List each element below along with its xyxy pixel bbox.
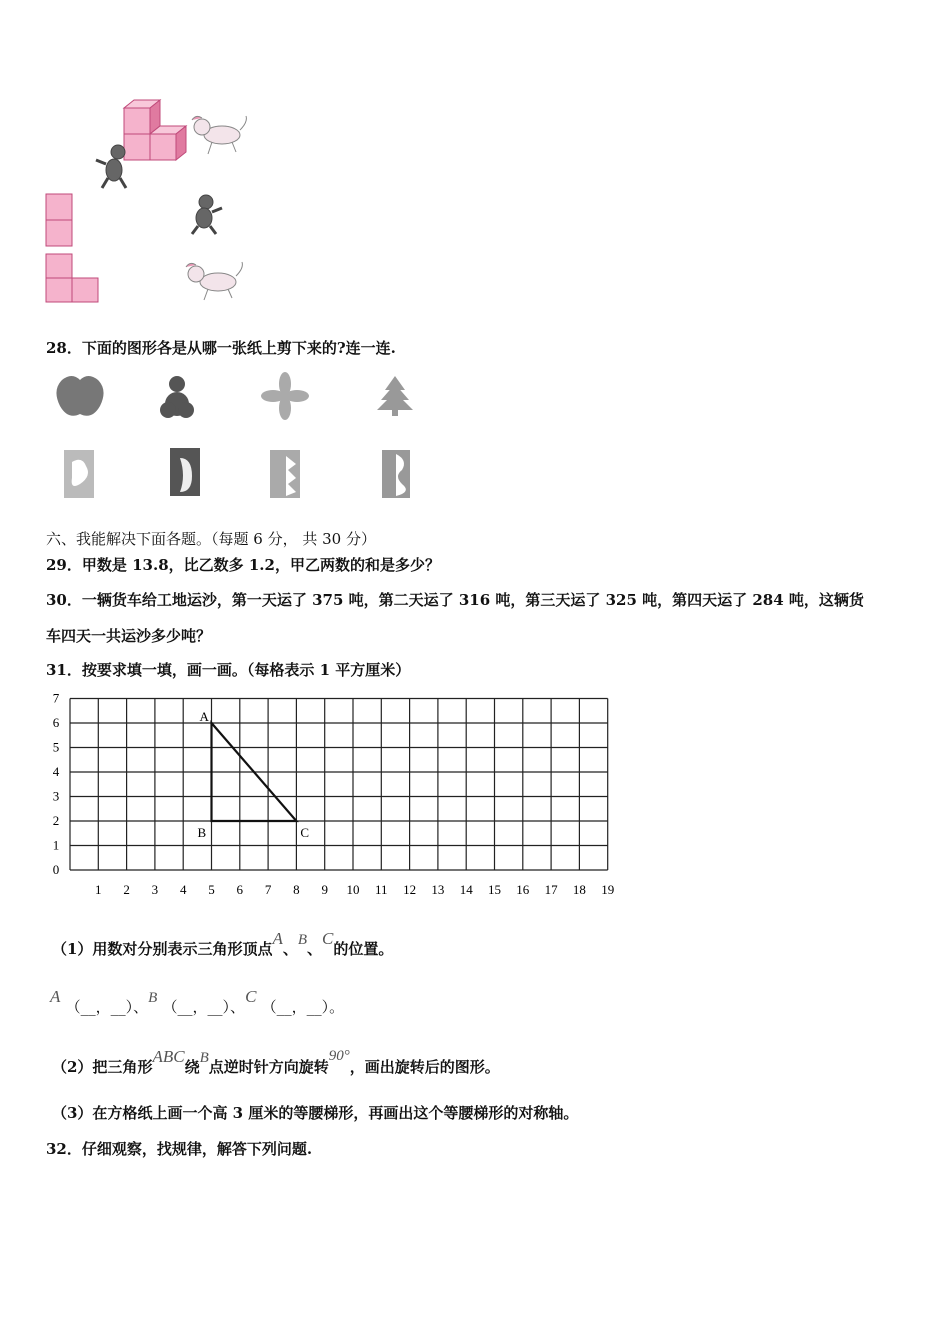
part1-prefix: （1）用数对分别表示三角形顶点 [52,940,273,958]
part2-mid2: 点逆时针方向旋转 [208,1058,329,1076]
q31-part2 [52,1047,500,1077]
part2-mid: 绕 [184,1058,200,1076]
answer-c-label: C [245,987,257,1006]
paper-4 [382,450,410,498]
x-tick-label: 3 [151,882,159,897]
answer-a-blank[interactable]: （__，__）、 [65,998,149,1016]
answer-b-blank[interactable]: （__，__）、 [162,998,246,1016]
top-figure [40,90,270,310]
x-tick-label: 16 [516,882,530,897]
apple-shape [56,376,103,416]
q29-text: 29．甲数是 13.8，比乙数多 1.2，甲乙两数的和是多少？ [46,556,440,574]
y-tick-label: 1 [52,837,60,853]
part1-suffix: 的位置。 [333,940,394,958]
cube-stack [124,100,186,160]
dog-icon [186,262,242,300]
vertex-a: A [272,929,283,948]
y-tick-label: 7 [52,690,60,706]
monkey-icon [192,195,222,234]
vertex-label-b: B [197,825,207,840]
x-tick-label: 1 [95,882,102,897]
vertex-label-a: A [199,709,209,724]
x-tick-label: 9 [321,882,328,897]
triangle-abc: ABC [152,1047,185,1066]
x-tick-label: 10 [346,882,360,897]
x-tick-label: 2 [123,882,130,897]
q28-figures [40,370,440,505]
monkey-icon [96,145,126,188]
view-column [46,194,72,246]
y-tick-label: 2 [52,813,60,828]
part2-prefix: （2）把三角形 [52,1058,153,1076]
x-tick-label: 12 [403,882,417,897]
section-heading: 六、我能解决下面各题。（每题 6 分， 共 30 分） [46,530,376,548]
x-tick-label: 13 [431,882,445,897]
q30-line2: 车四天一共运沙多少吨？ [46,627,212,645]
paper-1 [64,450,94,498]
y-tick-label: 6 [52,715,60,730]
sep: 、 [307,940,323,958]
q30-line1: 30．一辆货车给工地运沙，第一天运了 375 吨，第二天运了 316 吨，第三天运了 325 吨，第四天运了 284 吨，这辆货 [46,591,864,609]
answer-a-label: A [50,987,61,1006]
y-tick-label: 0 [52,862,60,877]
x-tick-label: 18 [572,882,586,897]
angle-90: 90° [328,1048,350,1064]
answer-b-label: B [148,990,158,1006]
answer-c-blank[interactable]: （__，__）。 [261,998,345,1016]
x-tick-label: 6 [236,882,244,897]
vertex-b: B [297,932,308,948]
view-l-shape [46,254,98,302]
q31-part1 [52,929,394,959]
flower-shape [261,372,309,420]
x-tick-label: 15 [488,882,501,897]
x-tick-label: 14 [459,882,473,897]
x-tick-label: 4 [179,882,187,897]
gourd-shape [160,376,194,418]
tree-shape [377,376,413,416]
x-tick-label: 5 [208,882,215,897]
y-tick-label: 5 [52,739,60,755]
x-tick-label: 7 [264,882,272,897]
q31-part3: （3）在方格纸上画一个高 3 厘米的等腰梯形，再画出这个等腰梯形的对称轴。 [52,1104,579,1122]
q32-text: 32．仔细观察，找规律，解答下列问题. [46,1140,313,1158]
dog-icon [192,116,246,154]
vertex-label-c: C [300,825,310,840]
x-tick-label: 19 [601,882,615,897]
part2-suffix: ，画出旋转后的图形。 [349,1058,500,1076]
x-tick-label: 17 [544,882,558,897]
x-tick-label: 11 [375,882,388,897]
q31-title: 31．按要求填一填，画一画。（每格表示 1 平方厘米） [46,661,411,679]
paper-2 [170,448,200,496]
y-tick-label: 3 [52,788,60,804]
sep: 、 [282,940,298,958]
point-b: B [199,1050,209,1066]
vertex-c: C [322,929,334,948]
coordinate-grid [40,688,630,903]
y-tick-label: 4 [52,764,60,779]
q31-answer-line [50,987,345,1017]
x-tick-label: 8 [293,882,300,897]
q28-title: 28．下面的图形各是从哪一张纸上剪下来的?连一连. [46,339,396,357]
paper-3 [270,450,300,498]
